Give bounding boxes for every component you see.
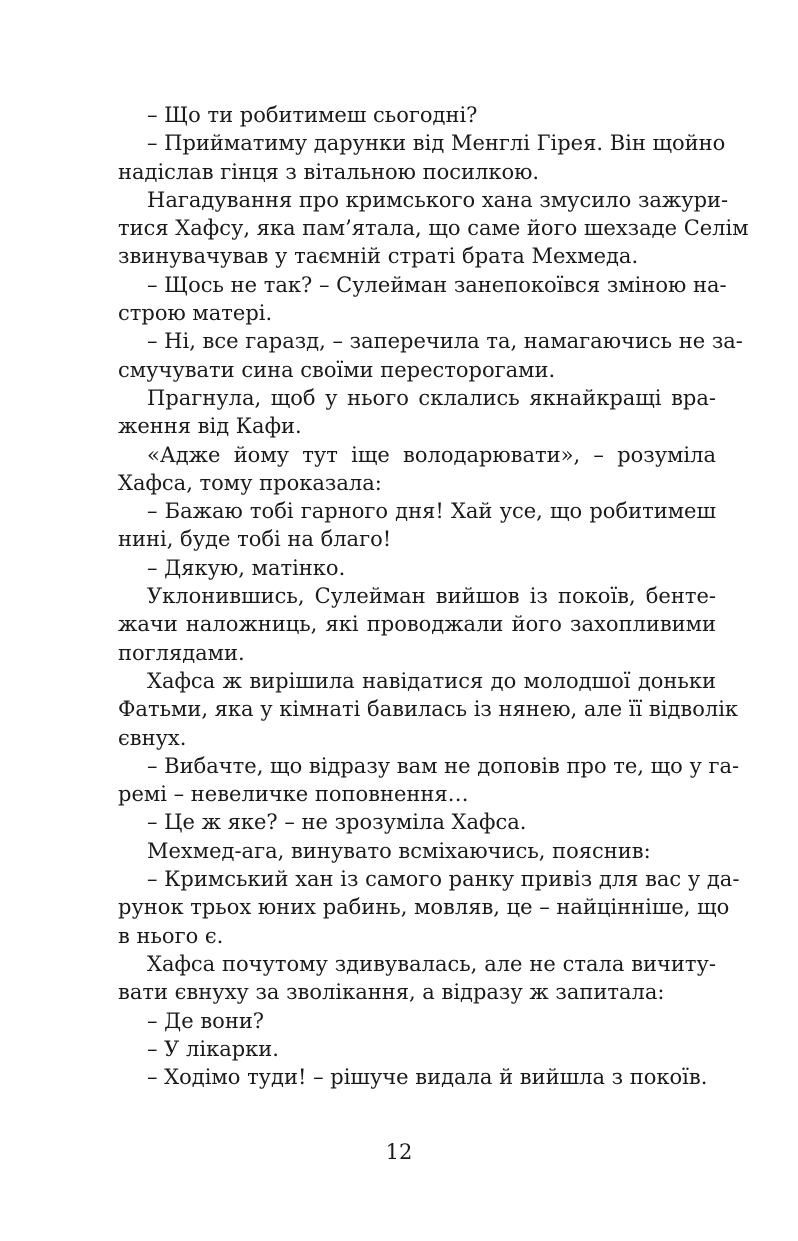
text-line: в нього є.: [118, 923, 224, 948]
text-line: Уклонившись, Сулейман вийшов із покоїв, бенте-: [147, 584, 716, 609]
text-line: євнух.: [118, 725, 187, 750]
text-line: тися Хафсу, яка пам’ятала, що саме його шехзаде Селім: [118, 216, 749, 241]
text-line: нині, буде тобі на благо!: [118, 527, 392, 552]
text-line: – Ходімо туди! – рішуче видала й вийшла з покоїв.: [147, 1065, 708, 1090]
text-line: «Адже йому тут іще володарювати», – розуміла: [147, 442, 716, 467]
text-line: ження від Кафи.: [118, 414, 302, 439]
text-line: – Щось не так? – Сулейман занепокоївся зміною на-: [147, 272, 727, 297]
text-line: Фатьми, яка у кімнаті бавилась із нянею, але її відволік: [118, 697, 739, 722]
text-line: Хафса, тому проказала:: [118, 470, 382, 495]
text-line: – Прийматиму дарунки від Менглі Гірея. Він щойно: [147, 131, 726, 156]
text-line: Нагадування про кримського хана змусило зажури-: [147, 187, 729, 212]
text-line: – Де вони?: [147, 1008, 265, 1033]
text-line: смучувати сина своїми пересторогами.: [118, 357, 556, 382]
page-number: 12: [385, 1140, 413, 1164]
text-line: – Дякую, матінко.: [147, 555, 346, 580]
text-line: звинувачував у таємній страті брата Мехмеда.: [118, 244, 639, 269]
text-line: – У лікарки.: [147, 1036, 279, 1061]
text-line: – Вибачте, що відразу вам не доповів про те, що у га-: [147, 753, 740, 778]
text-line: – Кримський хан із самого ранку привіз для вас у да-: [147, 867, 740, 892]
text-line: Прагнула, щоб у нього склались якнайкращі вра-: [147, 385, 716, 410]
text-line: ремі – невеличке поповнення…: [118, 782, 469, 807]
text-line: строю матері.: [118, 301, 273, 326]
text-line: – Це ж яке? – не зрозуміла Хафса.: [147, 810, 527, 835]
text-line: Хафса почутому здивувалась, але не стала вичиту-: [147, 951, 716, 976]
text-line: поглядами.: [118, 640, 245, 665]
text-line: рунок трьох юних рабинь, мовляв, це – найцінніше, що: [118, 895, 730, 920]
text-line: – Що ти робитимеш сьогодні?: [147, 103, 478, 127]
text-line: Мехмед-ага, винувато всміхаючись, пояснив:: [147, 838, 651, 863]
text-line: надіслав гінця з вітальною посилкою.: [118, 159, 540, 184]
text-line: – Бажаю тобі гарного дня! Хай усе, що робитимеш: [147, 499, 716, 524]
body-text: [118, 101, 749, 1091]
text-line: – Ні, все гаразд, – заперечила та, намагаючись не за-: [147, 329, 743, 354]
text-line: Хафса ж вирішила навідатися до молодшої доньки: [147, 668, 716, 693]
text-line: вати євнуху за зволікання, а відразу ж запитала:: [118, 980, 665, 1005]
text-line: жачи наложниць, які проводжали його захопливими: [118, 612, 716, 637]
